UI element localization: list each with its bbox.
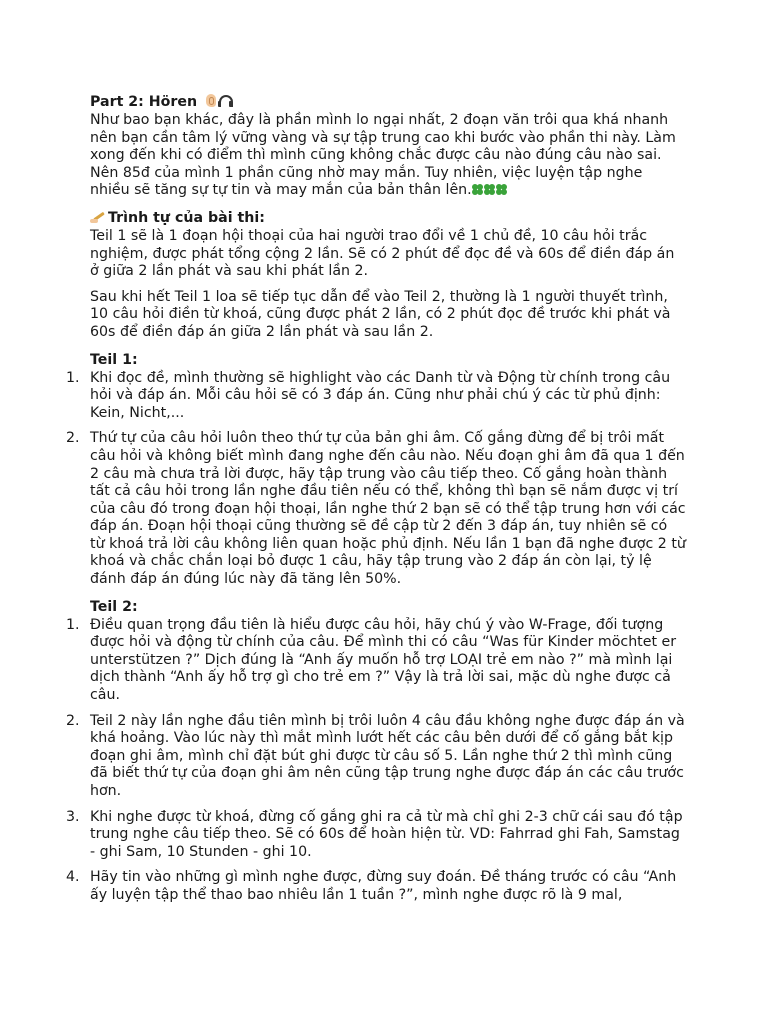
list-item [66,869,686,904]
teil2-list [66,616,686,905]
list-item-text: Hãy tin vào những gì mình nghe được, đừng suy đoán. Đề tháng trước có câu “Anh ấy luyện tập thể thao bao nhiêu lần 1 tuần ?”, mình nghe được rõ là 9 mal, [90,869,677,903]
sequence-title [90,208,686,228]
list-item-number: 2. [66,430,80,447]
list-item-number: 3. [66,808,80,825]
sequence-title-text: Trình tự của bài thi: [108,209,265,226]
clover-icon [472,184,483,195]
ear-icon [206,94,216,107]
list-item [66,369,686,423]
document-page [66,92,686,913]
teil1-list [66,369,686,589]
list-item-number: 2. [66,712,80,729]
list-item [66,616,686,705]
clover-icon [496,184,507,195]
sequence-paragraph-1: Teil 1 sẽ là 1 đoạn hội thoại của hai người trao đổi về 1 chủ đề, 10 câu hỏi trắc nghiệm, được phát tổng cộng 2 lần. Sẽ có 2 phút để đọc đề và 60s để điền đáp án ở giữa 2 lần phát và sau khi phát lần 2. [90,227,675,280]
intro-paragraph [90,112,686,200]
list-item-text: Khi nghe được từ khoá, đừng cố gắng ghi ra cả từ mà chỉ ghi 2-3 chữ cái sau đó tập trung nghe câu tiếp theo. Sẽ có 60s để hoàn hiện từ. VD: Fahrrad ghi Fah, Samstag - ghi Sam, 10 Stunden - ghi 10. [90,808,683,860]
teil2-title: Teil 2: [90,598,138,615]
list-item-text: Thứ tự của câu hỏi luôn theo thứ tự của bản ghi âm. Cố gắng đừng để bị trôi mất câu hỏi và không biết mình đang nghe đến câu nào. Nếu đoạn ghi âm đã qua 1 đến 2 câu mà chưa trả lời được, hãy tập trung vào câu tiếp theo. Cố gắng hoàn thành tất cả câu hỏi trong lần nghe đầu tiên nếu có thể, không thì bạn sẽ nắm được vị trí của câu đó trong đoạn hội thoại, lần nghe thứ 2 bạn sẽ có thể tập trung hơn với các đáp án. Đoạn hội thoại cũng thường sẽ đề cập từ 2 đến 3 đáp án, tuy nhiên sẽ có từ khoá trả lời câu không liên quan hoặc phủ định. Nếu lần 1 bạn đã nghe được 2 từ khoá và chắc chắn loại bỏ được 1 câu, hãy tập trung vào 2 đáp án còn lại, tỷ lệ đánh đáp án đúng lúc này đã tăng lên 50%. [90,430,686,588]
sequence-paragraph-2: Sau khi hết Teil 1 loa sẽ tiếp tục dẫn để vào Teil 2, thường là 1 người thuyết trình, 10 câu hỏi điền từ khoá, cũng được phát 2 lần, có 2 phút đọc đề trước khi phát và 60s để điền đáp án giữa 2 lần phát và sau lần 2. [90,288,671,340]
writing-hand-icon [90,211,104,223]
list-item [66,430,686,588]
list-item-text: Teil 2 này lần nghe đầu tiên mình bị trôi luôn 4 câu đầu không nghe được đáp án và khá hoảng. Vào lúc này thì mắt mình lướt hết các câu bên dưới để cố gắng bắt kịp đoạn ghi âm, mình chỉ đặt bút ghi được từ câu số 5. Lần nghe thứ 2 thì mình cũng đã biết thứ tự của đoạn ghi âm nên cũng tập trung nghe được đáp án các câu trước hơn. [90,712,685,799]
headphones-icon [218,95,232,107]
list-item-number: 1. [66,369,80,386]
intro-text: Như bao bạn khác, đây là phần mình lo ngại nhất, 2 đoạn văn trôi qua khá nhanh nên bạn cần tâm lý vững vàng và sự tập trung cao khi bước vào phần thi này. Làm xong đến khi có điểm thì mình cũng không chắc được câu nào đúng câu nào sai. Nên 85đ của mình 1 phần cũng nhờ may mắn. Tuy nhiên, việc luyện tập nghe nhiều sẽ tăng sự tự tin và may mắn của bản thân lên. [90,112,676,199]
clover-icon [484,184,495,195]
list-item-text: Khi đọc đề, mình thường sẽ highlight vào các Danh từ và Động từ chính trong câu hỏi và đáp án. Mỗi câu hỏi sẽ có 3 đáp án. Cũng như phải chú ý các từ phủ định: Kein, Nicht,... [90,369,671,421]
list-item-text: Điều quan trọng đầu tiên là hiểu được câu hỏi, hãy chú ý vào W-Frage, đối tượng được hỏi và động từ chính của câu. Để mình thi có câu “Was für Kinder möchtet er unterstützen ?” Dịch đúng là “Anh ấy muốn hỗ trợ LOẠI trẻ em nào ?” mà mình lại dịch thành “Anh ấy hỗ trợ gì cho trẻ em ?” Vậy là trả lời sai, mặc dù nghe được cả câu. [90,616,677,704]
list-item [66,712,686,801]
part-title [90,92,686,112]
list-item [66,808,686,862]
list-item-number: 1. [66,616,80,633]
list-item-number: 4. [66,869,80,886]
part-title-text: Part 2: Hören [90,94,198,110]
teil1-title: Teil 1: [90,351,138,368]
